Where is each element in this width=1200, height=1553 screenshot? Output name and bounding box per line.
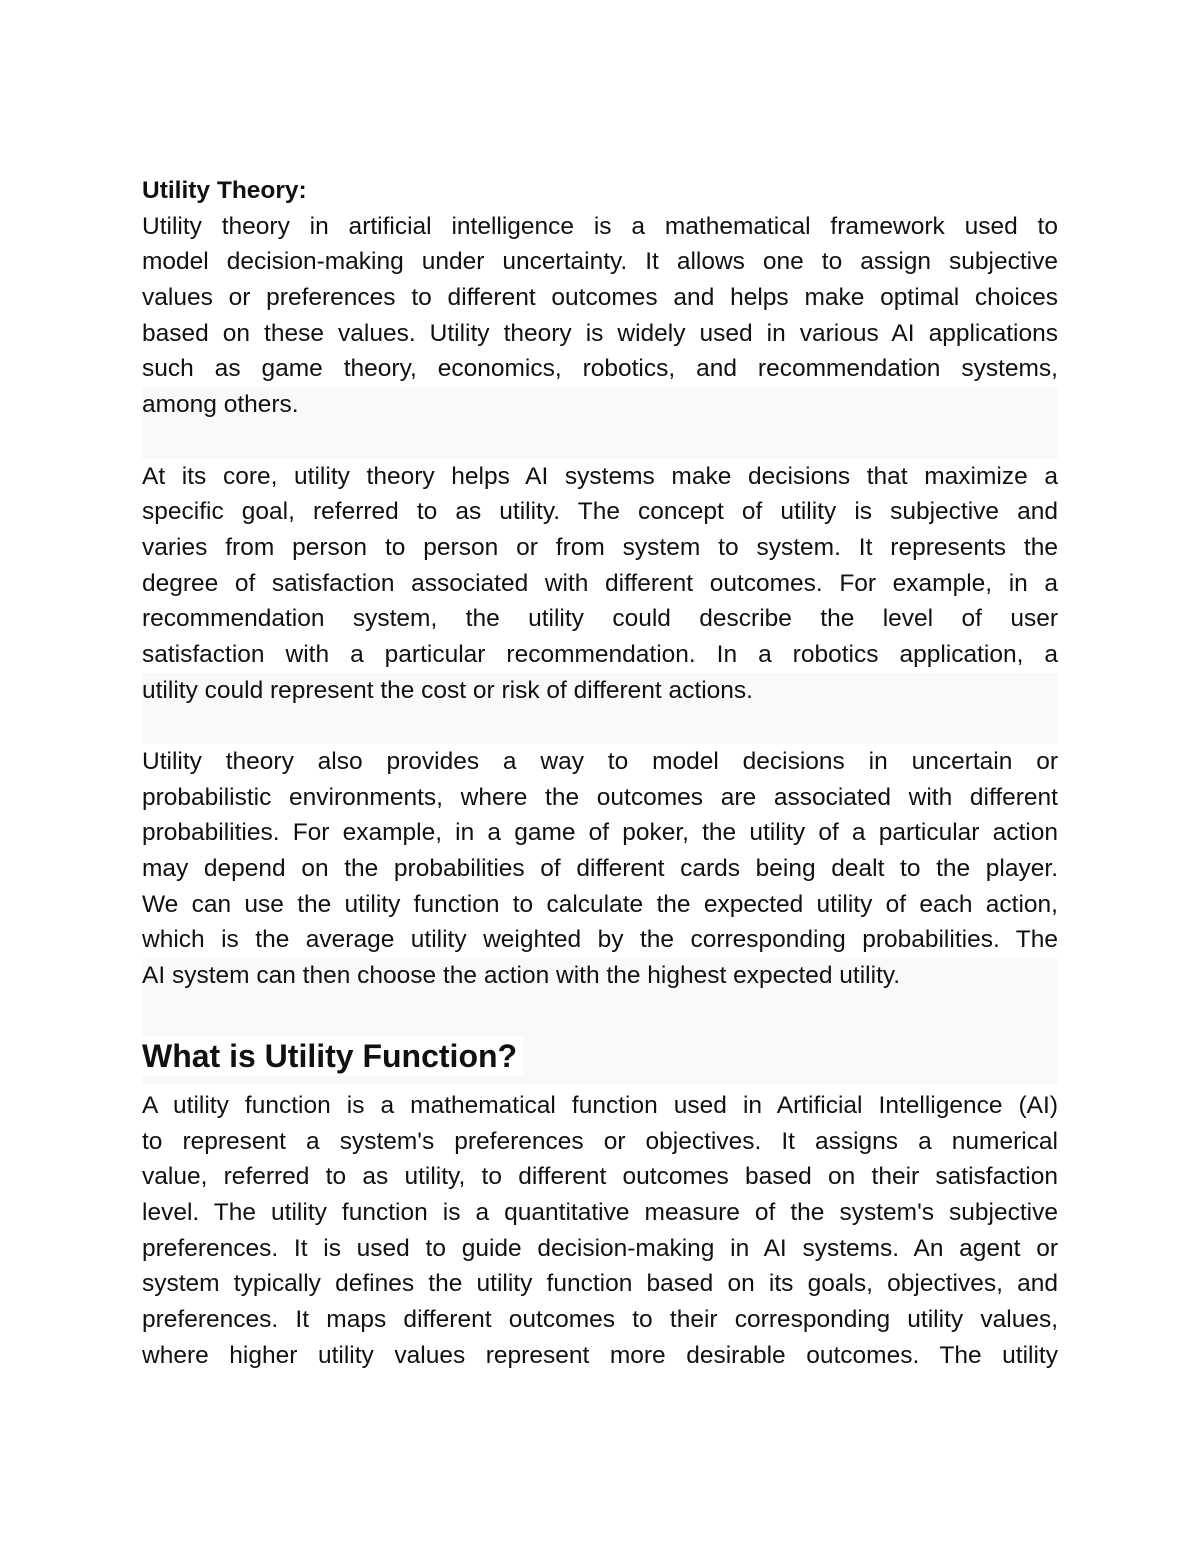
section-label: Utility Theory:	[142, 177, 307, 204]
text-line: preferences. It maps different outcomes to their corresponding utility values,	[142, 1305, 1058, 1333]
paragraph-utility-core	[142, 459, 1058, 709]
paragraph-utility-theory-intro	[142, 209, 1058, 423]
text-line: Utility theory in artificial intelligence is a mathematical framework used to	[142, 212, 1058, 240]
text-line: varies from person to person or from system to system. It represents the	[142, 533, 1058, 561]
text-line: value, referred to as utility, to different outcomes based on their satisfaction	[142, 1163, 1058, 1191]
text-line: utility could represent the cost or risk of different actions.	[142, 673, 1058, 709]
text-line: degree of satisfaction associated with different outcomes. For example, in a	[142, 569, 1058, 597]
text-line: may depend on the probabilities of different cards being dealt to the player.	[142, 855, 1058, 883]
text-line: preferences. It is used to guide decision-making in AI systems. An agent or	[142, 1234, 1058, 1262]
text-line: probabilities. For example, in a game of poker, the utility of a particular action	[142, 819, 1058, 847]
text-line: level. The utility function is a quantitative measure of the system's subjective	[142, 1198, 1058, 1226]
text-line: system typically defines the utility function based on its goals, objectives, and	[142, 1270, 1058, 1298]
text-line: to represent a system's preferences or objectives. It assigns a numerical	[142, 1127, 1058, 1155]
text-line: specific goal, referred to as utility. The concept of utility is subjective and	[142, 498, 1058, 526]
text-line: satisfaction with a particular recommendation. In a robotics application, a	[142, 640, 1058, 668]
paragraph-uncertain-environments	[142, 744, 1058, 994]
heading-block	[142, 994, 1058, 1084]
text-line: model decision-making under uncertainty. It allows one to assign subjective	[142, 248, 1058, 276]
paragraph-spacer	[142, 423, 1058, 459]
text-line: where higher utility values represent more desirable outcomes. The utility	[142, 1341, 1058, 1369]
text-line: A utility function is a mathematical function used in Artificial Intelligence (AI)	[142, 1091, 1058, 1119]
paragraph-spacer	[142, 708, 1058, 744]
text-line: At its core, utility theory helps AI systems make decisions that maximize a	[142, 462, 1058, 490]
text-line: among others.	[142, 387, 1058, 423]
text-line: values or preferences to different outcomes and helps make optimal choices	[142, 284, 1058, 312]
document-page	[142, 173, 1058, 1373]
text-line: Utility theory also provides a way to model decisions in uncertain or	[142, 748, 1058, 775]
text-line: probabilistic environments, where the outcomes are associated with different	[142, 783, 1058, 811]
text-line: which is the average utility weighted by the corresponding probabilities. The	[142, 926, 1058, 954]
text-line: based on these values. Utility theory is widely used in various AI applications	[142, 319, 1058, 347]
paragraph-utility-function	[142, 1084, 1058, 1374]
text-line: AI system can then choose the action with the highest expected utility.	[142, 958, 1058, 994]
text-line: recommendation system, the utility could describe the level of user	[142, 605, 1058, 633]
text-line: such as game theory, economics, robotics, and recommendation systems,	[142, 355, 1058, 383]
text-line: We can use the utility function to calculate the expected utility of each action,	[142, 890, 1058, 918]
section-heading: What is Utility Function?	[142, 1036, 523, 1076]
